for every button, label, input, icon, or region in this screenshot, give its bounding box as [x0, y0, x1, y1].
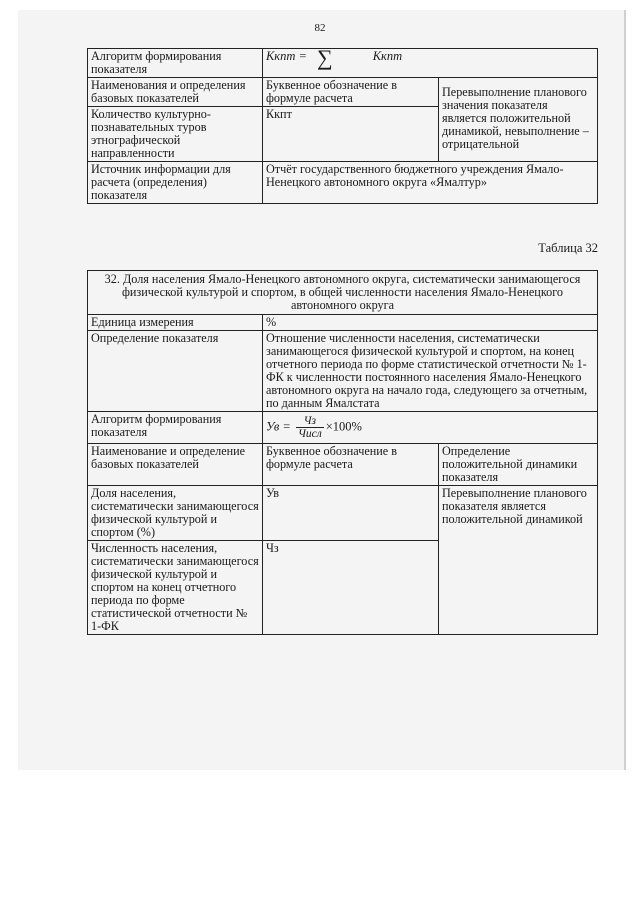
table-row [88, 331, 598, 412]
table-row [88, 444, 598, 486]
row-symbol: Ув [263, 486, 439, 541]
dynamics-header: Определение положительной динамики показателя [439, 444, 598, 486]
formula [263, 412, 598, 444]
sum-symbol: ∑ [317, 45, 333, 70]
table-row [88, 78, 598, 107]
definition-label: Определение показателя [88, 331, 263, 412]
source-label: Источник информации для расчета (определения) показателя [88, 162, 263, 204]
source-value: Отчёт государственного бюджетного учреждения Ямало-Ненецкого автономного округа «Ямалтур» [263, 162, 598, 204]
row-symbol: Чз [263, 541, 439, 635]
definition-value: Отношение численности населения, систематически занимающегося физической культурой и спортом, на конец отчетного периода по форме статистической отчетности № 1-ФК к численности постоянного населения Ямало-Ненецкого автономного округа на начало года, следующего за отчетным, по данным Ямалстата [263, 331, 598, 412]
unit-label: Единица измерения [88, 315, 263, 331]
row-name: Количество культурно-познавательных туров этнографической направленности [88, 107, 263, 162]
indicator-table-continued [87, 45, 598, 204]
row-name: Доля населения, систематически занимающегося физической культурой и спортом (%) [88, 486, 263, 541]
table-row [88, 486, 598, 541]
table-row [88, 412, 598, 444]
algorithm-label: Алгоритм формирования показателя [88, 49, 263, 78]
indicator-table-32 [87, 270, 598, 635]
row-name: Численность населения, систематически занимающегося физической культурой и спортом на конец отчетного периода по форме статистической отчетности № 1-ФК [88, 541, 263, 635]
algorithm-label: Алгоритм формирования показателя [88, 412, 263, 444]
formula-tail: ×100% [325, 419, 362, 434]
dynamics-text: Перевыполнение планового показателя является положительной динамикой [439, 486, 598, 635]
formula-lhs: Ув = [266, 419, 291, 434]
letter-header: Буквенное обозначение в формуле расчета [263, 78, 439, 107]
table-row [88, 315, 598, 331]
letter-header: Буквенное обозначение в формуле расчета [263, 444, 439, 486]
fraction-denominator: Числ [297, 428, 322, 440]
formula-lhs: Ккпт = [266, 49, 307, 63]
page-number: 82 [314, 22, 326, 34]
fraction [296, 415, 324, 440]
table-row [88, 162, 598, 204]
formula [263, 45, 598, 78]
dynamics-text: Перевыполнение планового значения показателя является положительной динамикой, невыполнение – отрицательной [439, 78, 598, 162]
unit-value: % [263, 315, 598, 331]
names-label: Наименование и определение базовых показателей [88, 444, 263, 486]
table-row [88, 49, 598, 78]
formula-rhs: Ккпт [372, 49, 403, 63]
table-title: 32. Доля населения Ямало-Ненецкого автономного округа, систематически занимающегося физической культурой и спортом, в общей численности населения Ямало-Ненецкого автономного округа [88, 271, 598, 315]
row-symbol: Ккпт [263, 107, 439, 162]
table-row [88, 271, 598, 315]
names-label: Наименования и определения базовых показателей [88, 78, 263, 107]
table-caption: Таблица 32 [538, 241, 598, 255]
fraction-numerator: Чз [296, 415, 324, 428]
